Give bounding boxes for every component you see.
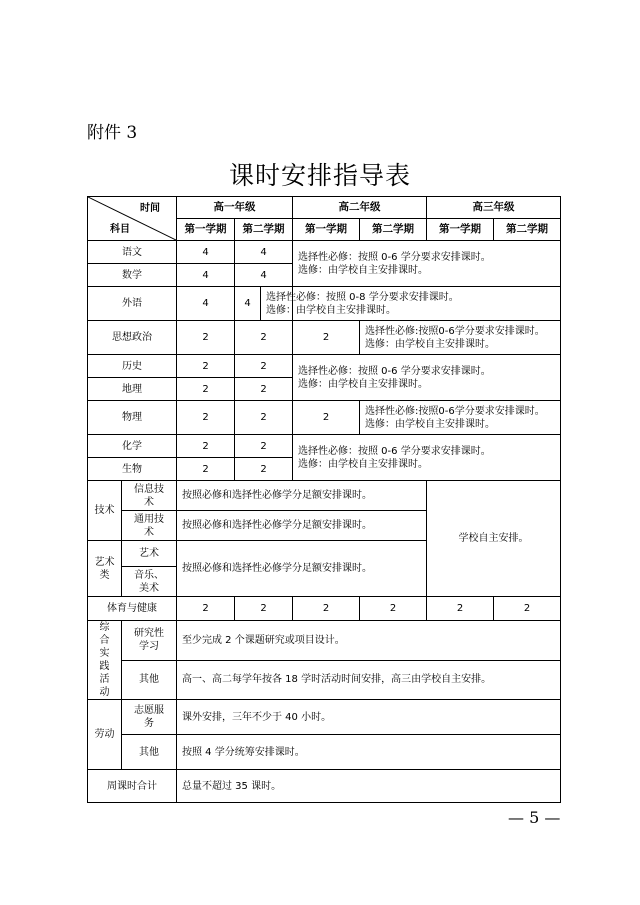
header-g3-sem2: 第二学期 (494, 219, 561, 241)
note-cell (360, 401, 561, 435)
cell-value: 2 (235, 597, 293, 621)
subject-biology: 生物 (88, 458, 177, 481)
note-line: 选择性必修：按照 0-6 学分要求安排课时。 (298, 365, 491, 377)
subject-physics: 物理 (88, 401, 177, 435)
subject-politics: 思想政治 (88, 321, 177, 355)
subject-weekly-total: 周课时合计 (88, 770, 177, 803)
note-cell (293, 435, 561, 481)
cell-value: 4 (235, 264, 293, 287)
note-line: 选修：由学校自主安排课时。 (365, 338, 495, 350)
header-grade3: 高三年级 (427, 197, 561, 219)
cell-value: 2 (177, 378, 235, 401)
subject-pe: 体育与健康 (88, 597, 177, 621)
cell-value: 2 (235, 321, 293, 355)
subject-research: 研究性学习 (122, 621, 177, 661)
note-cell: 按照必修和选择性必修学分足额安排课时。 (177, 511, 427, 541)
note-line: 选择性必修：按照 0-8 学分要求安排课时。 (266, 291, 459, 303)
header-grade2: 高二年级 (293, 197, 427, 219)
note-cell: 至少完成 2 个课题研究或项目设计。 (177, 621, 561, 661)
row-chinese (88, 241, 561, 264)
cell-value: 2 (177, 355, 235, 378)
cell-value: 2 (235, 355, 293, 378)
row-practice-other (88, 660, 561, 700)
subject-volunteer: 志愿服务 (122, 700, 177, 735)
group-practice: 综合实践活动 (88, 621, 122, 700)
cell-value: 2 (177, 401, 235, 435)
note-cell: 总量不超过 35 课时。 (177, 770, 561, 803)
page-title: 课时安排指导表 (228, 161, 411, 190)
note-cell (266, 287, 561, 321)
note-cell: 课外安排，三年不少于 40 小时。 (177, 700, 561, 735)
header-subject: 科目 (110, 224, 130, 235)
note-line: 选择性必修:按照0-6学分要求安排课时。 (365, 325, 545, 337)
cell-value: 2 (235, 435, 293, 458)
row-foreign (88, 287, 561, 321)
cell-value: 4 (177, 241, 235, 264)
cell-value: 2 (177, 321, 235, 355)
subject-math: 数学 (88, 264, 177, 287)
cell-value: 2 (235, 458, 293, 481)
note-cell: 按照必修和选择性必修学分足额安排课时。 (177, 541, 427, 597)
cell-value: 2 (293, 597, 360, 621)
subject-geography: 地理 (88, 378, 177, 401)
diagonal-line (88, 197, 176, 240)
subject-general-tech: 通用技术 (122, 511, 177, 541)
row-it (88, 481, 561, 511)
row-research (88, 621, 561, 661)
header-g1-sem1: 第一学期 (177, 219, 235, 241)
cell-value: 2 (360, 597, 427, 621)
header-row-grades (88, 197, 561, 219)
header-grade1: 高一年级 (177, 197, 293, 219)
row-history (88, 355, 561, 378)
subject-chemistry: 化学 (88, 435, 177, 458)
cell-value: 2 (235, 401, 293, 435)
note-line: 选择性必修:按照0-6学分要求安排课时。 (365, 405, 545, 417)
group-arts: 艺术类 (88, 541, 122, 597)
cell-value: 2 (177, 458, 235, 481)
row-labor-other (88, 735, 561, 770)
note-line: 选修：由学校自主安排课时。 (365, 418, 495, 430)
header-g2-sem1: 第一学期 (293, 219, 360, 241)
note-cell (293, 355, 561, 401)
row-politics (88, 321, 561, 355)
school-arrange-cell: 学校自主安排。 (427, 481, 561, 597)
cell-value: 4 (177, 264, 235, 287)
row-volunteer (88, 700, 561, 735)
row-pe (88, 597, 561, 621)
note-line: 选修：由学校自主安排课时。 (298, 458, 428, 470)
row-weekly-total (88, 770, 561, 803)
note-line: 选修：由学校自主安排课时。 (298, 378, 428, 390)
cell-value: 2 (177, 435, 235, 458)
cell-value: 2 (293, 401, 360, 435)
subject-labor-other: 其他 (122, 735, 177, 770)
cell-value: 4 (235, 241, 293, 264)
page-number: — 5 — (508, 808, 561, 827)
note-line: 选择性必修：按照 0-6 学分要求安排课时。 (298, 251, 491, 263)
cell-value: 4 (177, 287, 235, 321)
note-cell (293, 241, 561, 287)
attachment-label: 附件 3 (87, 123, 138, 143)
cell-value: 2 (293, 321, 360, 355)
note-cell (360, 321, 561, 355)
note-line: 选修：由学校自主安排课时。 (298, 264, 428, 276)
header-g1-sem2: 第二学期 (235, 219, 293, 241)
subject-chinese: 语文 (88, 241, 177, 264)
header-g3-sem1: 第一学期 (427, 219, 494, 241)
cell-value: 2 (494, 597, 561, 621)
cell-value: 4 (235, 287, 261, 320)
subject-it: 信息技术 (122, 481, 177, 511)
note-cell: 高一、高二每学年按各 18 学时活动时间安排，高三由学校自主安排。 (177, 660, 561, 700)
group-labor: 劳动 (88, 700, 122, 770)
cell-value: 2 (235, 378, 293, 401)
row-physics (88, 401, 561, 435)
note-cell: 按照 4 学分统筹安排课时。 (177, 735, 561, 770)
subject-music-fine: 音乐、美术 (122, 567, 177, 597)
cell-value: 2 (427, 597, 494, 621)
schedule-table (87, 196, 561, 803)
subject-history: 历史 (88, 355, 177, 378)
note-cell: 按照必修和选择性必修学分足额安排课时。 (177, 481, 427, 511)
subject-foreign: 外语 (88, 287, 177, 321)
subject-art: 艺术 (122, 541, 177, 567)
header-g2-sem2: 第二学期 (360, 219, 427, 241)
note-line: 选修：由学校自主安排课时。 (266, 304, 396, 316)
header-time: 时间 (140, 203, 160, 214)
cell-value: 2 (177, 597, 235, 621)
note-line: 选择性必修：按照 0-6 学分要求安排课时。 (298, 445, 491, 457)
header-diagonal-cell (88, 197, 177, 241)
group-technology: 技术 (88, 481, 122, 541)
subject-practice-other: 其他 (122, 660, 177, 700)
row-chemistry (88, 435, 561, 458)
